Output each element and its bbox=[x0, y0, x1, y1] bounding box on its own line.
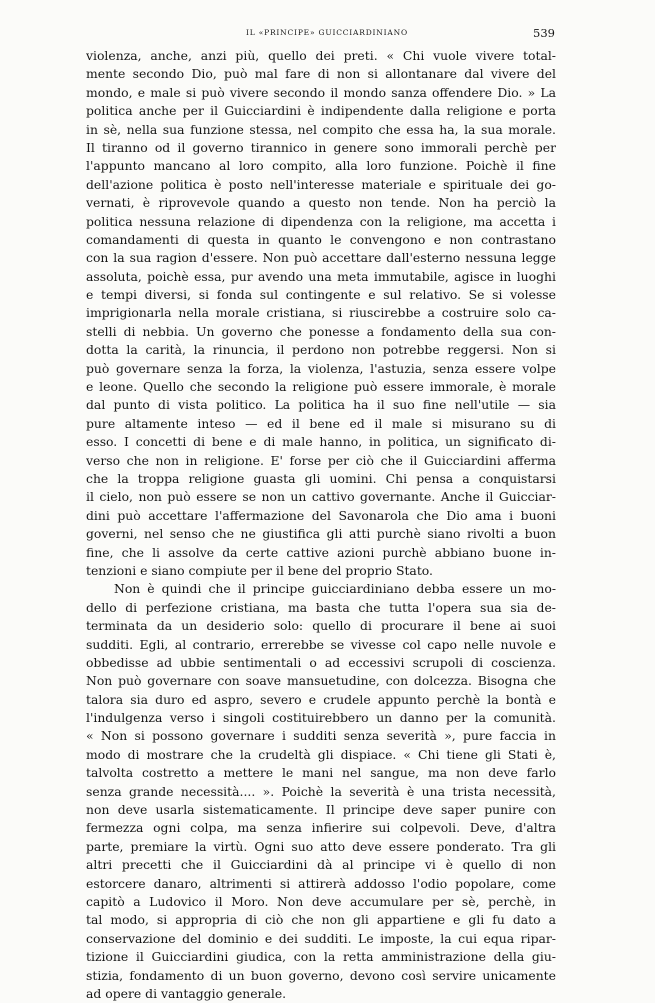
text-line: fermezza ogni colpa, ma senza infierire sui colpevoli. Deve, d'altra bbox=[86, 820, 556, 836]
text-line: e tempi diversi, si fonda sul contingente e sul relativo. Se si volesse bbox=[86, 287, 556, 303]
text-line: capitò a Ludovico il Moro. Non deve accumulare per sè, perchè, in bbox=[86, 893, 556, 909]
text-line: assoluta, poichè essa, pur avendo una meta immutabile, agisce in luoghi bbox=[86, 268, 556, 284]
text-line: conservazione del dominio e dei sudditi. Le imposte, la cui equa ripar- bbox=[86, 930, 556, 946]
text-line: estorcere danaro, altrimenti si attirerà addosso l'odio popolare, come bbox=[86, 875, 556, 891]
text-line: con la sua ragion d'essere. Non può accettare dall'esterno nessuna legge bbox=[86, 250, 556, 266]
text-line: mente secondo Dio, può mal fare di non si allontanare dal vivere del bbox=[86, 66, 556, 82]
text-line: stelli di nebbia. Un governo che ponesse a fondamento della sua con- bbox=[86, 323, 556, 339]
text-line: « Non si possono governare i sudditi senza severità », pure faccia in bbox=[86, 728, 556, 744]
text-line: e leone. Quello che secondo la religione può essere immorale, è morale bbox=[86, 379, 556, 395]
text-line: il cielo, non può essere se non un cattivo governante. Anche il Guicciar- bbox=[86, 489, 556, 505]
running-title: IL «PRINCIPE» GUICCIARDINIANO bbox=[246, 28, 408, 37]
text-line: vernati, è riprovevole quando a questo non tende. Non ha perciò la bbox=[86, 195, 556, 211]
text-line: dello di perfezione cristiana, ma basta che tutta l'opera sua sia de- bbox=[86, 599, 556, 615]
text-line: politica anche per il Guicciardini è indipendente dalla religione e porta bbox=[86, 103, 556, 119]
text-line: pure altamente inteso — ed il bene ed il male si misurano su di bbox=[86, 415, 556, 431]
text-line: l'appunto mancano al loro compito, alla loro funzione. Poichè il fine bbox=[86, 158, 556, 174]
text-line: politica nessuna relazione di dipendenza con la religione, ma accetta i bbox=[86, 213, 556, 229]
text-line: comandamenti di questa in quanto le convengono e non contrastano bbox=[86, 231, 556, 247]
text-line: violenza, anche, anzi più, quello dei preti. « Chi vuole vivere total- bbox=[86, 48, 556, 63]
text-line: che la troppa religione guasta gli uomini. Chi pensa a conquistarsi bbox=[86, 470, 556, 486]
text-line: Non può governare con soave mansuetudine, con dolcezza. Bisogna che bbox=[86, 673, 556, 689]
running-head bbox=[86, 26, 555, 40]
text-line: l'indulgenza verso i singoli costituirebbero un danno per la comunità. bbox=[86, 710, 556, 726]
text-line: obbedisse ad ubbie sentimentali o ad eccessivi scrupoli di coscienza. bbox=[86, 654, 556, 670]
text-line: terminata da un desiderio solo: quello di procurare il bene ai suoi bbox=[86, 618, 556, 634]
text-line: talvolta costretto a mettere le mani nel sangue, ma non deve farlo bbox=[86, 765, 556, 781]
text-line: sudditi. Egli, al contrario, errerebbe se vivesse col capo nelle nuvole e bbox=[86, 636, 556, 652]
text-line: tizione il Guicciardini giudica, con la retta amministrazione della giu- bbox=[86, 949, 556, 965]
text-line: ad opere di vantaggio generale. bbox=[86, 985, 287, 1001]
text-line: imprigionarla nella morale cristiana, si riuscirebbe a costruire solo ca- bbox=[86, 305, 556, 321]
body-text bbox=[86, 47, 556, 1003]
text-line: governi, nel senso che ne giustifica gli atti purchè siano rivolti a buon bbox=[86, 526, 556, 542]
text-line: stizia, fondamento di un buon governo, devono così servire unicamente bbox=[86, 967, 556, 983]
text-line: talora sia duro ed aspro, severo e crudele appunto perchè la bontà e bbox=[86, 691, 556, 707]
text-line: altri precetti che il Guicciardini dà al principe vi è quello di non bbox=[86, 857, 556, 873]
text-line: esso. I concetti di bene e di male hanno, in politica, un significato di- bbox=[86, 434, 556, 450]
text-line: può governare senza la forza, la violenza, l'astuzia, senza essere volpe bbox=[86, 360, 556, 376]
text-line: Non è quindi che il principe guicciardiniano debba essere un mo- bbox=[114, 581, 556, 597]
paragraph bbox=[86, 47, 556, 580]
text-line: fine, che li assolve da certe cattive azioni purchè abbiano buone in- bbox=[86, 544, 556, 560]
text-line: tenzioni e siano compiute per il bene del proprio Stato. bbox=[86, 562, 433, 578]
text-line: tal modo, si appropria di ciò che non gli appartiene e gli fu dato a bbox=[86, 912, 556, 928]
text-line: modo di mostrare che la crudeltà gli dispiace. « Chi tiene gli Stati è, bbox=[86, 746, 556, 762]
text-line: mondo, e male si può vivere secondo il mondo sanza offendere Dio. » La bbox=[86, 84, 556, 100]
text-line: dal punto di vista politico. La politica ha il suo fine nell'utile — sia bbox=[86, 397, 556, 413]
text-line: non deve usarla sistematicamente. Il principe deve saper punire con bbox=[86, 802, 556, 818]
text-line: in sè, nella sua funzione stessa, nel compito che essa ha, la sua morale. bbox=[86, 121, 556, 137]
text-line: dotta la carità, la rinuncia, il perdono non potrebbe reggersi. Non si bbox=[86, 342, 556, 358]
text-line: verso che non in religione. E' forse per ciò che il Guicciardini afferma bbox=[86, 452, 556, 468]
text-line: dini può accettare l'affermazione del Savonarola che Dio ama i buoni bbox=[86, 507, 556, 523]
text-line: dell'azione politica è posto nell'interesse materiale e spirituale dei go- bbox=[86, 176, 556, 192]
text-line: parte, premiare la virtù. Ogni suo atto deve essere ponderato. Tra gli bbox=[86, 838, 556, 854]
text-line: senza grande necessità.... ». Poichè la severità è una trista necessità, bbox=[86, 783, 556, 799]
page-number: 539 bbox=[533, 26, 555, 40]
text-line: Il tiranno od il governo tirannico in genere sono immorali perchè per bbox=[86, 139, 556, 155]
paragraph bbox=[86, 580, 556, 1003]
